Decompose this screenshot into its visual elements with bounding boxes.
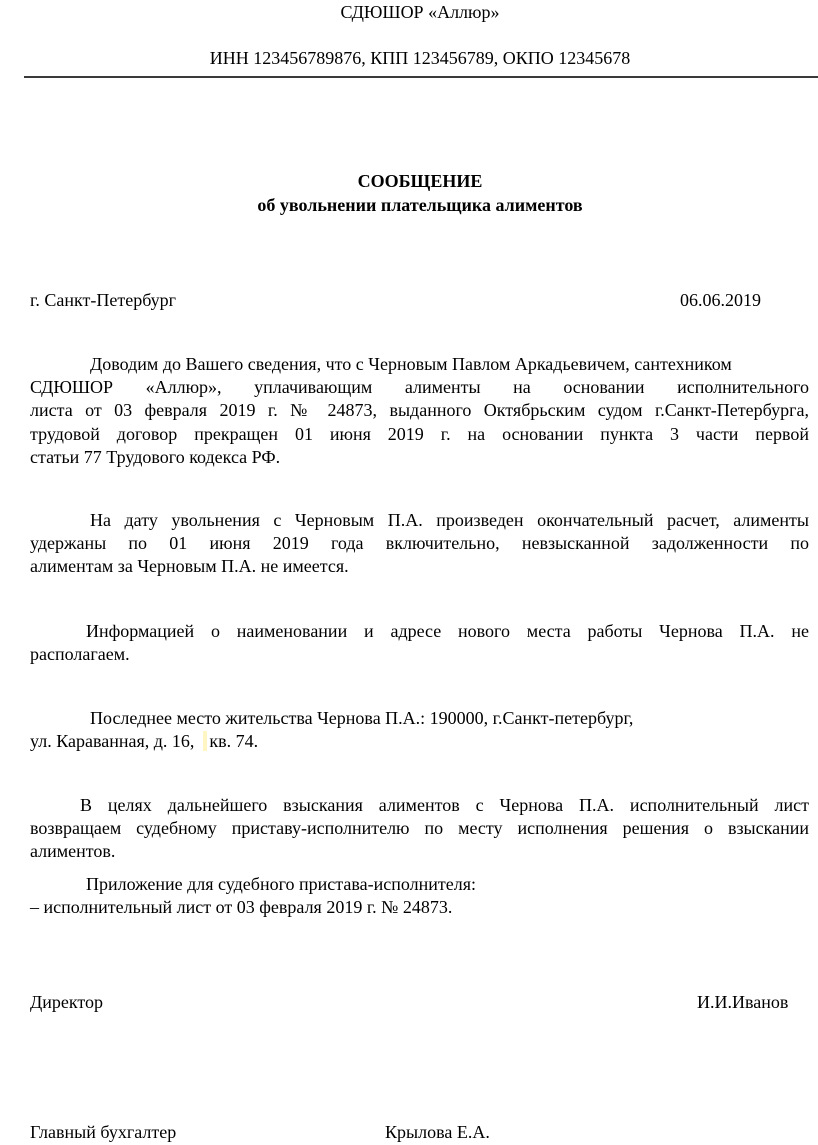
paragraph-final-settlement — [30, 509, 809, 579]
paragraph-return-writ — [30, 794, 809, 864]
paragraph-line: алиментов. — [30, 841, 116, 862]
attachment-heading: Приложение для судебного пристава-исполнителя: — [86, 874, 476, 894]
header-divider — [24, 76, 818, 78]
organization-requisites: ИНН 123456789876, КПП 123456789, ОКПО 12345678 — [209, 48, 631, 68]
attachment-item: – исполнительный лист от 03 февраля 2019 г. № 24873. — [30, 897, 453, 918]
paragraph-line: листа от 03 февраля 2019 г. № 24873, выданного Октябрьским судом г.Санкт-Петербурга, — [30, 400, 809, 421]
paragraph-line: Информацией о наименовании и адресе нового места работы Чернова П.А. не — [86, 621, 809, 641]
accountant-name: Крылова Е.А. — [385, 1122, 490, 1142]
paragraph-line: удержаны по 01 июня 2019 года включительно, невзысканной задолженности по — [30, 533, 809, 554]
paragraph-line: СДЮШОР «Аллюр», уплачивающим алименты на основании исполнительного — [30, 377, 809, 398]
paragraph-line: В целях дальнейшего взыскания алиментов с Чернова П.А. исполнительный лист — [80, 795, 809, 815]
attachment-block — [30, 873, 809, 919]
paragraph-line: Последнее место жительства Чернова П.А.: 190000, г.Санкт-петербург, — [90, 708, 634, 728]
organization-name: СДЮШОР «Аллюр» — [340, 2, 500, 22]
document-date: 06.06.2019 — [680, 290, 761, 310]
paragraph-new-employer — [30, 620, 809, 666]
paragraph-line: располагаем. — [30, 644, 130, 665]
paragraph-line: На дату увольнения с Черновым П.А. произведен окончательный расчет, алименты — [90, 510, 809, 530]
address-street: ул. Караванная, д. 16, — [30, 731, 195, 752]
document-title: СООБЩЕНИЕ — [357, 171, 483, 191]
paragraph-line: Доводим до Вашего сведения, что с Черновым Павлом Аркадьевичем, сантехником — [90, 354, 732, 374]
paragraph-line: возвращаем судебному приставу-исполнителю по месту исполнения решения о взыскании — [30, 818, 809, 839]
document-city: г. Санкт-Петербург — [30, 290, 177, 310]
director-title: Директор — [30, 992, 104, 1012]
highlight-marker — [203, 731, 207, 751]
document-subtitle: об увольнении плательщика алиментов — [257, 195, 583, 215]
director-name: И.И.Иванов — [697, 992, 789, 1012]
paragraph-last-residence — [30, 707, 809, 753]
paragraph-line: трудовой договор прекращен 01 июня 2019 г. на основании пункта 3 части первой — [30, 423, 809, 444]
paragraph-dismissal-notice — [30, 353, 809, 469]
paragraph-line — [30, 730, 809, 753]
paragraph-line: алиментам за Черновым П.А. не имеется. — [30, 556, 349, 577]
paragraph-line: статьи 77 Трудового кодекса РФ. — [30, 446, 281, 467]
address-apartment: кв. 74. — [209, 731, 259, 752]
accountant-title: Главный бухгалтер — [30, 1122, 177, 1142]
